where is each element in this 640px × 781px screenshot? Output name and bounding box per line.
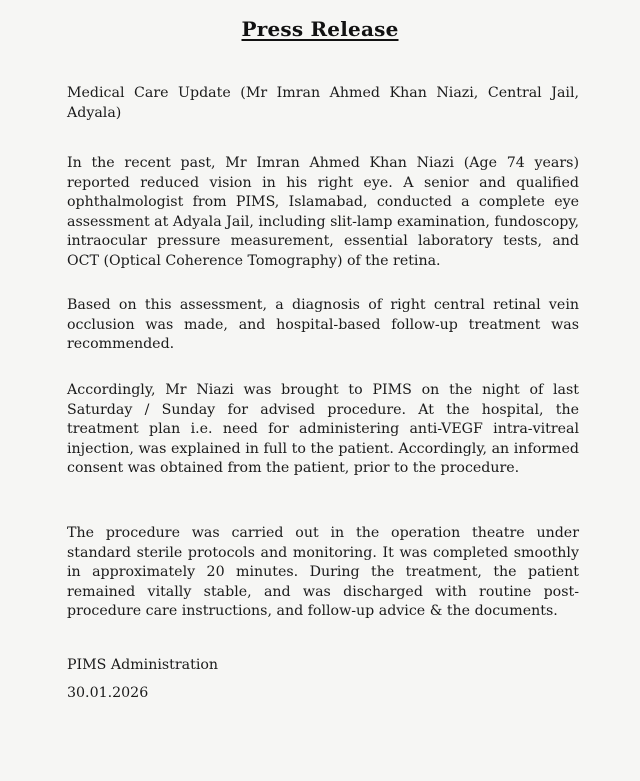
paragraph-procedure: The procedure was carried out in the operation theatre under standard sterile protocols and monitoring. It was completed smoothly in approximately 20 minutes. During the treatment, the patient remained vitally stable, and was discharged with routine post-procedure care instructions, and follow-up advice & the documents. xyxy=(67,525,579,620)
paragraph-treatment-plan: Accordingly, Mr Niazi was brought to PIMS on the night of last Saturday / Sunday for advised procedure. At the hospital, the treatment plan i.e. need for administering anti-VEGF intra-vitreal injection, was explained in full to the patient. Accordingly, an informed consent was obtained from the patient, prior to the procedure. xyxy=(67,382,579,477)
signoff-organization: PIMS Administration xyxy=(67,657,219,673)
paragraph-diagnosis: Based on this assessment, a diagnosis of right central retinal vein occlusion was made, and hospital-based follow-up treatment was recommended. xyxy=(67,297,579,353)
signoff-date: 30.01.2026 xyxy=(67,685,149,701)
page-title: Press Release xyxy=(241,17,399,41)
subject-line: Medical Care Update (Mr Imran Ahmed Khan Niazi, Central Jail, Adyala) xyxy=(67,85,579,121)
paragraph-assessment: In the recent past, Mr Imran Ahmed Khan Niazi (Age 74 years) reported reduced vision in his right eye. A senior and qualified ophthalmologist from PIMS, Islamabad, conducted a complete eye assessment at Adyala Jail, including slit-lamp examination, fundoscopy, intraocular pressure measurement, essential laboratory tests, and OCT (Optical Coherence Tomography) of the retina. xyxy=(67,155,579,269)
